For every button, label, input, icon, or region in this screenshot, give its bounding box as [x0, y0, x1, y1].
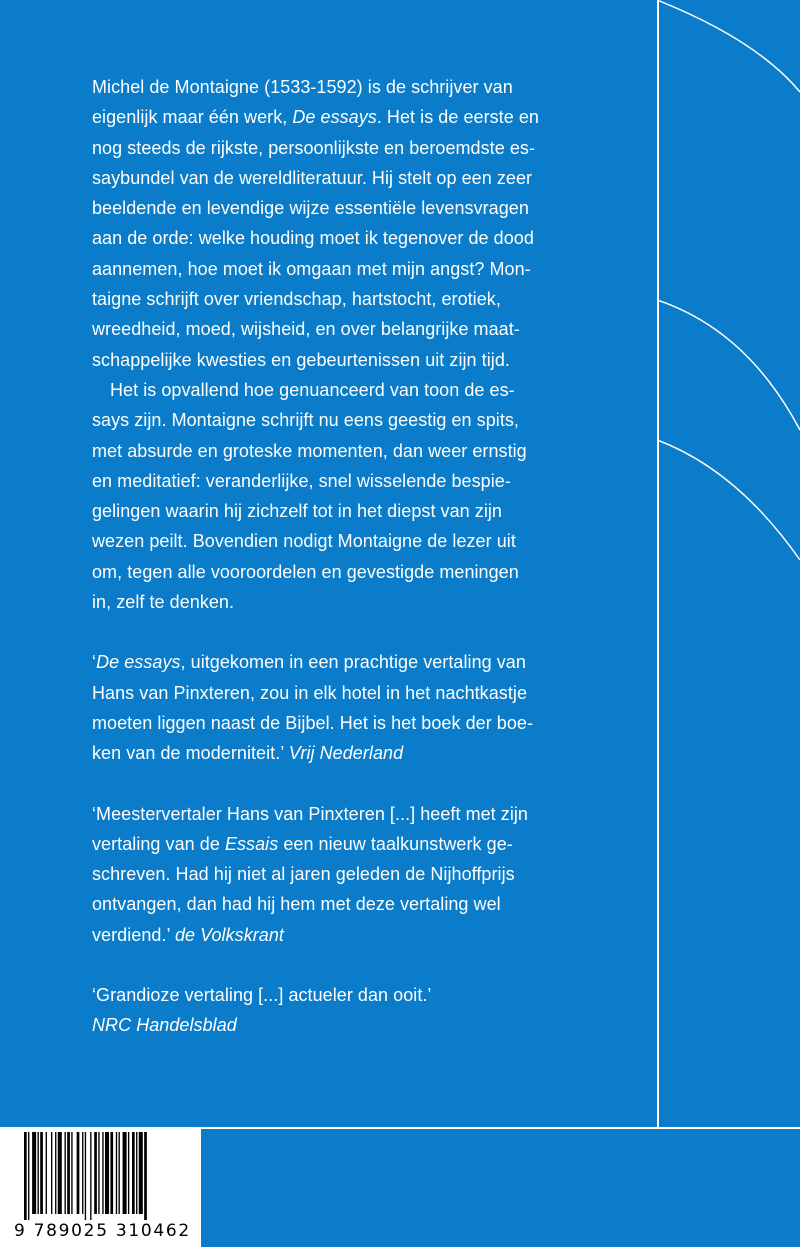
barcode-bar	[128, 1132, 129, 1214]
quote-source: de Volkskrant	[174, 924, 284, 945]
quote-vrij-nederland: ‘De essays, uitgekomen in een prachtige vertaling van Hans van Pinxteren, zou in elk hotel in het nachtkastje moeten liggen naast de Bijbel. Het is het boek der boe- ken van de moderniteit.’ Vrij Nederland	[92, 652, 534, 764]
barcode-bar	[82, 1132, 83, 1214]
barcode-bar	[116, 1132, 117, 1214]
description-paragraph-2: Het is opvallend hoe genuanceerd van toon de es- says zijn. Montaigne schrijft nu eens geestig en spits, met absurde en groteske momenten, dan weer ernstig en meditatief: veranderlijke, snel wisselende bespie- gelingen waarin hij zichzelf tot in het diepst van zijn wezen peilt. Bovendien nodigt Montaigne de lezer uit om, tegen alle vooroordelen en gevestigde meningen in, zelf te denken.	[92, 379, 527, 613]
barcode-bar	[110, 1132, 113, 1214]
barcode-bars	[24, 1132, 182, 1220]
barcode-bar	[65, 1132, 66, 1214]
barcode-bar	[40, 1132, 43, 1214]
description-paragraph-1: Michel de Montaigne (1533-1592) is de schrijver van eigenlijk maar één werk, De essays. Het is de eerste en nog steeds de rijkste, persoonlijkste en beroemdste es- saybundel van de wereldliteratuur. Hij stelt op een zeer beeldende en levendige wijze essentiële levensvragen aan de orde: welke houding moet ik tegenover de dood aannemen, hoe moet ik omgaan met mijn angst? Mon- taigne schrijft over vriendschap, hartstocht, erotiek, wreedheid, moed, wijsheid, en over belangrijke maat- schappelijke kwesties en gebeurtenissen uit zijn tijd.	[92, 77, 539, 370]
quote-volkskrant: ‘Meestervertaler Hans van Pinxteren [...] heeft met zijn vertaling van de Essais een nieuw taalkunstwerk ge- schreven. Had hij niet al jaren geleden de Nijhoffprijs ontvangen, dan had hij hem met deze vertaling wel verdiend.’ de Volkskrant	[92, 803, 528, 945]
quote-source: NRC Handelsblad	[92, 1015, 237, 1036]
quote-nrc: ‘Grandioze vertaling [...] actueler dan ooit.’ NRC Handelsblad	[92, 985, 432, 1036]
barcode-bar	[38, 1132, 39, 1214]
isbn-barcode	[0, 1128, 201, 1247]
decorative-arcs	[657, 0, 800, 1128]
barcode-bar	[136, 1132, 137, 1214]
barcode-bar	[102, 1132, 103, 1214]
back-cover-text	[92, 72, 597, 1041]
barcode-bar	[123, 1132, 127, 1214]
barcode-bar	[132, 1132, 135, 1214]
barcode-bar	[58, 1132, 62, 1214]
barcode-bar	[90, 1132, 91, 1220]
quote-source: Vrij Nederland	[288, 743, 404, 764]
barcode-bar	[24, 1132, 27, 1220]
barcode-bar	[144, 1132, 147, 1220]
barcode-bar	[32, 1132, 36, 1214]
barcode-bar	[71, 1132, 72, 1214]
barcode-bar	[85, 1132, 86, 1220]
barcode-bar	[139, 1132, 143, 1214]
barcode-bar	[28, 1132, 29, 1220]
barcode-bar	[51, 1132, 52, 1214]
barcode-bar	[67, 1132, 70, 1214]
book-title: De essays	[292, 107, 377, 128]
isbn-number: 9 789025 310462	[14, 1221, 191, 1241]
barcode-bar	[94, 1132, 97, 1214]
barcode-bar	[105, 1132, 109, 1214]
barcode-bar	[119, 1132, 120, 1214]
barcode-bar	[98, 1132, 99, 1214]
barcode-bar	[77, 1132, 80, 1214]
barcode-bar	[55, 1132, 56, 1214]
barcode-bar	[46, 1132, 47, 1214]
